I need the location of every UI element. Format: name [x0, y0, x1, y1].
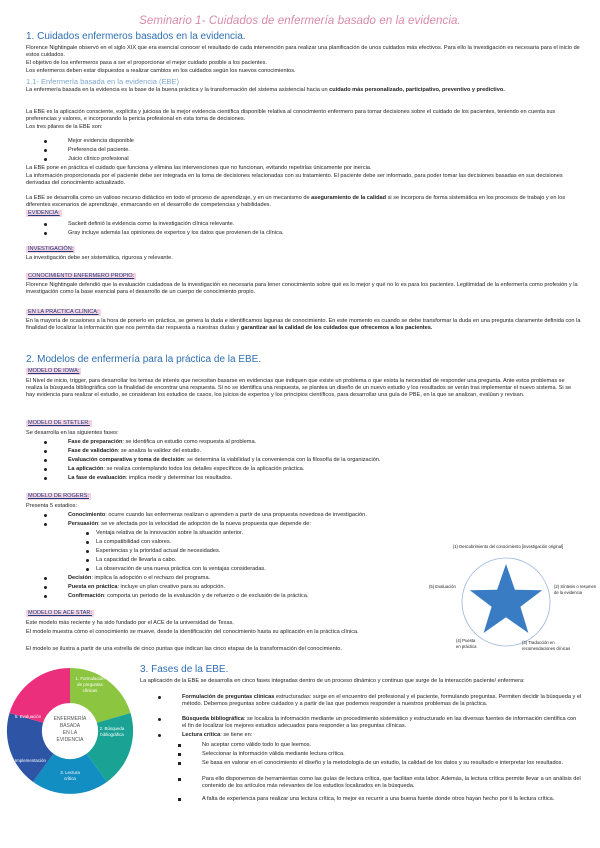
cycle-label-2a: 2. Búsqueda [99, 726, 125, 731]
s1-paragraph-4: La enfermería basada en la evidencia es la base de la buena práctica y la transformación del sistema asistencial hacia un cuidado más personalizado, participativo, preventivo y predictivo. [26, 87, 505, 93]
lectura-sub-item: A falta de experiencia para realizar una lectura crítica, lo mejor es recurrir a una buena fuente donde otros hayan hecho por ti la lectura crítica. [202, 796, 582, 803]
ace-star-label-bottom-left-1: (4) Puesta [456, 638, 476, 643]
investigacion-label: INVESTIGACIÓN: [28, 246, 74, 252]
rogers-item: Confirmación: comporta un periodo de la evaluación y de refuerzo o de exclusión de la práctica. [68, 593, 428, 600]
stetler-item: Fase de preparación: se identifica un estudio como respuesta al problema. [68, 439, 257, 445]
cycle-label-3a: 3. Lectura [60, 770, 80, 775]
ace-star-label-right-1: (2) Síntesis o resumen [554, 584, 597, 589]
rogers-sub-item: Experiencias y la prioridad actual de necesidades. [96, 548, 221, 554]
rogers-sub-item: La capacidad de llevarla a cabo. [96, 557, 177, 563]
lectura-sub-item: Seleccionar la información válida mediante lectura crítica. [202, 751, 582, 758]
lectura-sub-item: Para ello disponemos de herramientas como las guías de lectura crítica, que facilitan esta labor. Además, la lectura crítica permite llevar a un análisis del contenido de los artículos más relevantes de los estudios localizados en la búsqueda. [202, 776, 581, 789]
ace-star-label-bottom-left-2: en práctica [456, 644, 477, 649]
rogers-label: MODELO DE ROGERS: [28, 493, 89, 499]
lectura-sub-item: Se basa en valorar en el conocimiento el diseño y la metodología de un estudio, la calidad de los datos y su resultado e interpretar los resultados. [202, 760, 582, 767]
cycle-center-line-4: EVIDENCIA [56, 737, 84, 743]
pillar-item: Juicio clínico profesional [68, 156, 129, 162]
acestar-p2: El modelo muestra cómo el conocimiento se mueve, desde la identificación del conocimiento hasta su aplicación en la práctica clínica. [26, 629, 359, 635]
pillar-item: Preferencia del paciente. [68, 147, 130, 153]
stetler-item: Fase de validación: se analiza la validez del estudio. [68, 448, 202, 454]
ebe-cycle-diagram [4, 666, 136, 796]
section-2-heading: 2. Modelos de enfermería para la práctica de la EBE. [26, 354, 262, 365]
cycle-label-1a: 1. Formulación [75, 676, 105, 681]
stetler-intro: Se desarrolla en las siguientes fases: [26, 430, 119, 436]
pillar-item: Mejor evidencia disponible [68, 138, 134, 144]
practica-text: En la mayoría de ocasiones a la hora de ponerlo en práctica, se genera la duda e identificamos lagunas de conocimiento. En este momento es cuando se debe transformar la duda en una pregunta claramente definida con la finalidad de localizar la información que nos permita dar respuesta a nuestras dudas y garantizar así la calidad de los cuidados que ofrecemos a los pacientes. [26, 318, 581, 332]
cycle-label-1b: de preguntas [77, 682, 103, 687]
investigacion-text: La investigación debe ser sistemática, rigurosa y relevante. [26, 255, 173, 261]
s1-paragraph-7: La información proporcionada por el paciente debe ser integrada en la toma de decisiones relacionadas con su tratamiento. El paciente debe ser informado, para poder tomar las decisiones basadas en sus decisiones derivadas del conocimiento actualizado. [26, 173, 563, 187]
ace-star-label-top: (1) Descubrimiento del conocimiento [investigación original] [452, 544, 564, 549]
rogers-item: Puesta en práctica: incluye un plan creativo para su adopción. [68, 584, 226, 590]
s1-paragraph-2: El objetivo de los enfermeros pasa a ser el proporcionar el mejor cuidado posible a los pacientes. [26, 60, 267, 66]
rogers-intro: Presenta 5 estadios: [26, 503, 77, 509]
cycle-center-line-2: BASADA [59, 723, 81, 729]
stetler-item: La fase de evaluación: implica medir y determinar los resultados. [68, 475, 233, 481]
s1-paragraph-1: Florence Nightingale observó en el siglo XIX que era esencial conocer el resultado de cada intervención para realizar una planificación de unos cuidados más efectivos. Para ello la investigación es necesaria para el inicio de estos cuidados. [26, 45, 580, 59]
cycle-label-5: 5. Evaluación [14, 714, 42, 719]
s1-paragraph-8: La EBE se desarrolla como un valioso recurso didáctico en todo el proceso de aprendizaje, y en un mecanismo de aseguramiento de la calidad si se incorpora de forma sistemática en los procesos de trabajo y en los diferentes escenarios de aprendizaje, enmarcando en el desarrollo de competencias y habilidades. [26, 195, 566, 209]
cycle-label-1c: clínicas [82, 688, 98, 693]
rogers-item: Conocimiento: ocurre cuando las enfermeras realizan o aprenden a partir de una propuesta novedosa de investigación. [68, 512, 428, 519]
stetler-item: Evaluación comparativa y toma de decisión: se determina la viabilidad y la conveniencia con la filosofía de la organización. [68, 457, 381, 463]
acestar-label: MODELO DE ACE STAR: [28, 610, 92, 616]
rogers-item: Decisión: implica la adopción o el rechazo del programa. [68, 575, 211, 581]
s1-paragraph-5: La EBE es la aplicación consciente, explícita y juiciosa de la mejor evidencia científica disponible relativa al conocimiento enfermero para tomar decisiones sobre el cuidado de los pacientes, teniendo en cuenta sus preferencias y valores, e incorporando la pericia profesional en esta toma de decisiones. [26, 109, 556, 123]
ace-star-label-right-2: de la evidencia [554, 590, 582, 595]
section-3-heading: 3. Fases de la EBE. [140, 664, 229, 675]
cycle-label-3b: crítica [64, 776, 76, 781]
ace-star-label-bottom-right-1: (3) Traducción en [522, 640, 555, 645]
conocimiento-label: CONOCIMIENTO ENFERMERO PROPIO: [28, 273, 135, 279]
stetler-item: La aplicación: se realiza contemplando todos los detalles específicos de la aplicación práctica. [68, 466, 305, 472]
stetler-label: MODELO DE STETLER: [28, 420, 90, 426]
rogers-sub-item: Ventaja relativa de la innovación sobre la situación anterior. [96, 530, 244, 536]
section-1-heading: 1. Cuidados enfermeros basados en la evidencia. [26, 31, 246, 42]
ace-star-label-left: (5) Evaluación [429, 584, 456, 589]
acestar-p3: El modelo se ilustra a partir de una estrella de cinco puntas que indican las cinco etapas de la transformación del conocimiento. [26, 646, 342, 652]
ace-star-diagram [426, 540, 597, 660]
s1-paragraph-6: La EBE pone en práctica el cuidado que funciona y elimina las intervenciones que no funcionan, evitando repetirlas únicamente por inercia. [26, 165, 372, 171]
fase-item: Búsqueda bibliográfica: se localiza la información mediante un procedimiento sistemático y estructurado en las diversas fuentes de información científica con el fin de localizar los mejores estudios adecuados para responder a las preguntas clínicas. [182, 716, 582, 730]
iowa-text: El Nivel de inicio, trigger, para desarrollar los temas de interés que necesitan basarse en evidencias que indiquen que existe un problema o que exista la necesidad de responder una pregunta. Ante estos problemas se realiza la búsqueda bibliográfica con la finalidad de encontrar una respuesta. Si no se identifica una respuesta, se plantea un diseño de un nuevo estudio y los resultados se verán tras implementar el nuevo sistema. Si se hay evidencia para realizar el estudio, se consideran los estudios de casos, los juicios de expertos y los principios científicos, para desarrollar una guía de PBE, en la que se analizan, evalúan y revisan. [26, 378, 572, 399]
document-title: Seminario 1- Cuidados de enfermería basado en la evidencia. [139, 15, 461, 27]
s3-paragraph-1: La aplicación de la EBE se desarrolla en cinco fases integradas dentro de un proceso dinámico y continuo que surge de la interacción paciente/ enfermera: [140, 678, 525, 684]
iowa-label: MODELO DE IOWA: [28, 368, 80, 374]
fase-item: Lectura crítica: se tiene en: [182, 732, 582, 739]
pillars-intro: Los tres pilares de la EBE son: [26, 124, 103, 130]
evidencia-item: Sackett definió la evidencia como la investigación clínica relevante. [68, 221, 235, 227]
section-1-1-heading: 1.1- Enfermería basada en la evidencia (EBE) [26, 77, 179, 86]
cycle-center-line-1: ENFERMERÍA [53, 716, 87, 722]
ace-star-label-bottom-right-2: recomendaciones clínicas [522, 646, 571, 651]
s1-paragraph-3: Los enfermeros deben estar dispuestos a realizar cambios en los cuidados según los nuevos conocimientos. [26, 68, 296, 74]
rogers-item: Persuasión: se ve afectada por la velocidad de adopción de la nueva propuesta que depende de: [68, 521, 428, 528]
rogers-sub-item: La observación de una nueva práctica con la ventajas consideradas. [96, 566, 266, 572]
cycle-label-4: 4. Implementación [10, 758, 46, 763]
evidencia-item: Gray incluye además las opiniones de expertos y los datos que provienen de la clínica. [68, 230, 284, 236]
lectura-sub-item: No aceptar como válido todo lo que leemos. [202, 742, 582, 749]
evidencia-label: EVIDENCIA: [28, 210, 60, 216]
cycle-label-2b: bibliográfica [100, 732, 124, 737]
acestar-p1: Este modelo más reciente y ha sido fundado por el ACE de la universidad de Texas. [26, 620, 234, 626]
fase-item: Formulación de preguntas clínicas estructuradas: surge en el encuentro del profesional y el paciente, formulando preguntas. Permiten decidir la búsqueda y el método. Debemos preguntas sobre cuidados y a partir de las que podemos responder a nuestros problemas de la práctica. [182, 694, 582, 707]
conocimiento-text: Florence Nightingale defendió que la evaluación cuidadosa de la investigación es necesaria para tener conocimiento sobre qué es lo mejor y qué no lo es para los pacientes. Legitimidad de la enfermería como profesión y la investigación como la base esencial para el desarrollo de un cuerpo de conocimiento propio. [26, 282, 578, 296]
practica-label: EN LA PRÁCTICA CLÍNICA: [28, 309, 99, 315]
cycle-center-line-3: EN LA [62, 730, 78, 736]
rogers-sub-item: La compatibilidad con valores. [96, 539, 172, 545]
